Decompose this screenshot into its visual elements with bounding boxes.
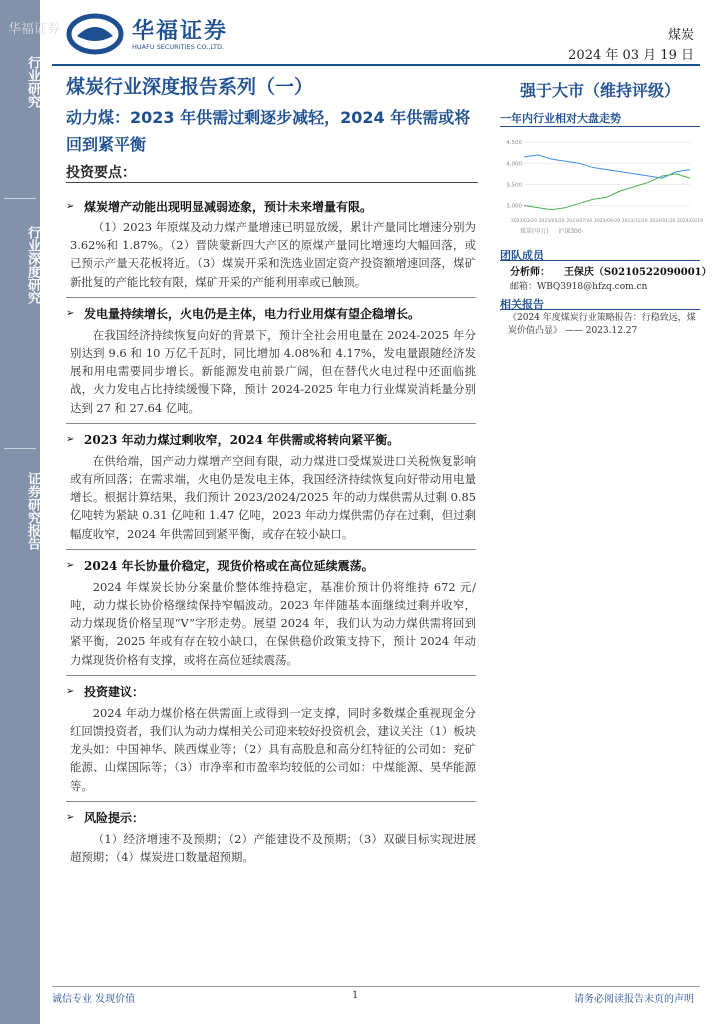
chart-heading: 一年内行业相对大盘走势 [500, 112, 621, 125]
related-heading-rule [500, 309, 700, 310]
arrow-bullet-icon: ➢ [66, 686, 75, 698]
section-divider [66, 675, 476, 676]
header-date: 2024 年 03 月 19 日 [568, 48, 694, 63]
x-tick-label: 2023/11/20 [621, 219, 648, 224]
series-line-2 [524, 174, 690, 210]
related-heading: 相关报告 [500, 298, 544, 311]
section [66, 556, 476, 676]
analyst-email [510, 279, 647, 292]
report-body [66, 190, 476, 866]
section-body: 2024 年煤炭长协分案量价整体维持稳定，基准价预计仍将维持 672 元/吨，动力煤长协价格继续保持窄幅波动。2023 年伴随基本面继续过剩并收窄，动力煤现货价格呈现“V”字形走势。展望 2024 年，我们认为动力煤供需将回到紧平衡，2025 年或有存在较小缺口，在保供稳价政策支持下，预计 2024 年动力煤现货价格有支撑，或将在高位延续震荡。 [70, 579, 476, 667]
team-heading-rule [500, 260, 700, 261]
section-divider [66, 801, 476, 802]
sidebar-label-deep: 行业深度研究 [25, 226, 40, 304]
arrow-bullet-icon: ➢ [66, 560, 75, 572]
sidebar-divider [4, 198, 36, 199]
footer-slogan: 诚信专业 发现价值 [52, 994, 136, 1005]
series-line-1 [524, 155, 690, 178]
industry-vs-market-chart [500, 130, 703, 240]
page-number: 1 [352, 990, 359, 1001]
section-heading: 发电量持续增长，火电仍是主体，电力行业用煤有望企稳增长。 [84, 307, 421, 322]
section [66, 808, 476, 866]
arrow-bullet-icon: ➢ [66, 200, 75, 212]
x-tick-label: 2023/07/20 [566, 219, 593, 224]
x-tick-label: 2023/05/20 [538, 219, 565, 224]
header-industry: 煤炭 [667, 28, 694, 43]
watermark: 华福证券 [8, 22, 61, 37]
chart-legend [520, 226, 582, 235]
chart-heading-rule [500, 126, 700, 127]
legend-series-2: 沪深300 [558, 228, 582, 235]
section-heading: 2023 年动力煤过剩收窄，2024 年供需或将转向紧平衡。 [84, 433, 400, 448]
key-points-heading: 投资要点： [66, 165, 136, 181]
email-label: 邮箱： [510, 282, 538, 292]
y-tick-label: 3,500 [506, 182, 522, 189]
footer-rule [52, 986, 700, 987]
x-tick-label: 2023/09/20 [594, 219, 620, 224]
rating: 强于大市（维持评级） [519, 81, 680, 100]
section-divider [66, 423, 476, 424]
email-value[interactable]: WBQ3918@hfzq.com.cn [537, 282, 648, 292]
arrow-bullet-icon: ➢ [66, 812, 75, 824]
legend-series-1: 煤炭(申万) [520, 228, 549, 235]
report-series-title: 煤炭行业深度报告系列（一） [66, 76, 314, 98]
section-heading: 风险提示： [84, 811, 145, 826]
related-report-link[interactable]: 《2024 年度煤炭行业策略报告：行稳致远，煤炭价值凸显》 —— 2023.12.27 [508, 313, 696, 336]
x-tick-label: 2024/03/19 [677, 219, 703, 224]
x-tick-label: 2024/01/20 [649, 219, 676, 224]
sidebar-divider [4, 448, 36, 449]
huafu-logo-icon [67, 14, 123, 54]
section [66, 682, 476, 802]
key-points-rule [66, 182, 478, 183]
section-divider [66, 297, 476, 298]
y-tick-label: 4,500 [506, 140, 522, 147]
section-heading: 投资建议： [84, 685, 145, 700]
section [66, 304, 476, 424]
arrow-bullet-icon: ➢ [66, 308, 75, 320]
logo-text-cn: 华福证券 [132, 19, 229, 44]
arrow-bullet-icon: ➢ [66, 434, 75, 446]
section-heading: 煤炭增产动能出现明显减弱迹象，预计未来增量有限。 [84, 199, 373, 214]
section [66, 196, 476, 298]
analyst [510, 263, 712, 278]
y-tick-label: 3,000 [506, 203, 522, 210]
section-divider [66, 549, 476, 550]
section-body: 在我国经济持续恢复向好的背景下，预计全社会用电量在 2024-2025 年分别达到 9.6 和 10 万亿千瓦时，同比增加 4.08%和 4.17%，发电量跟随经济发展和用电需要同步增长。新能源发电前景广阔，但在替代火电过程中还面临挑战，火力发电占比持续缓慢下降，预计 2024-2025 年电力行业煤炭消耗量分别达到 27 和 27.64 亿吨。 [70, 327, 476, 415]
analyst-label: 分析师： [510, 267, 550, 278]
section-heading: 2024 年长协量价稳定，现货价格或在高位延续震荡。 [84, 559, 374, 574]
x-tick-label: 2023/03/20 [511, 219, 537, 224]
y-tick-label: 4,000 [506, 161, 522, 168]
section-body: （1）2023 年原煤及动力煤产量增速已明显放缓，累计产量同比增速分别为 3.62%和 1.87%。（2）晋陕蒙新四大产区的原煤产量同比增速均大幅回落，或已预示产量天花板将近。（3）煤炭开采和洗选业固定资产投资额增速回落，煤矿新批复的产能比较有限，煤矿开采的产能利用率或已触顶。 [70, 220, 476, 289]
sidebar-label-industry: 行业研究 [25, 56, 40, 108]
report-subtitle: 动力煤：2023 年供需过剩逐步减轻，2024 年供需或将回到紧平衡 [66, 108, 471, 154]
team-heading: 团队成员 [500, 249, 544, 262]
footer-disclaimer: 请务必阅读报告末页的声明 [574, 994, 694, 1005]
logo-text-en: HUAFU SECURITIES CO.,LTD. [132, 43, 225, 51]
section-body: （1）经济增速不及预期；（2）产能建设不及预期；（3）双碳目标实现进展超预期；（4）煤炭进口数量超预期。 [70, 831, 476, 865]
header-rule [52, 64, 700, 66]
analyst-name: 王保庆（S0210522090001） [563, 267, 712, 278]
section-body: 在供给端，国产动力煤增产空间有限，动力煤进口受煤炭进口关税恢复影响或有所回落；在需求端，火电仍是发电主体，我国经济持续恢复向好带动用电量增长。根据计算结果，我们预计 2023/2024/2025 年的动力煤供需从过剩 0.85 亿吨转为紧缺 0.31 亿吨和 1.47 亿吨，2023 年动力煤供需仍存在过剩，但过剩幅度收窄，2024 年供需回到紧平衡，或存在较小缺口。 [70, 453, 476, 541]
sidebar-label-report: 证券研究报告 [25, 472, 40, 550]
section-body: 2024 年动力煤价格在供需面上或得到一定支撑，同时多数煤企重视现金分红回馈投资者，我们认为动力煤相关公司迎来较好投资机会，建议关注（1）板块龙头如：中国神华、陕西煤业等；（2）具有高股息和高分红特征的公司如：兖矿能源、山煤国际等；（3）市净率和市盈率均较低的公司如：中煤能源、昊华能源等。 [70, 705, 476, 793]
section [66, 430, 476, 550]
